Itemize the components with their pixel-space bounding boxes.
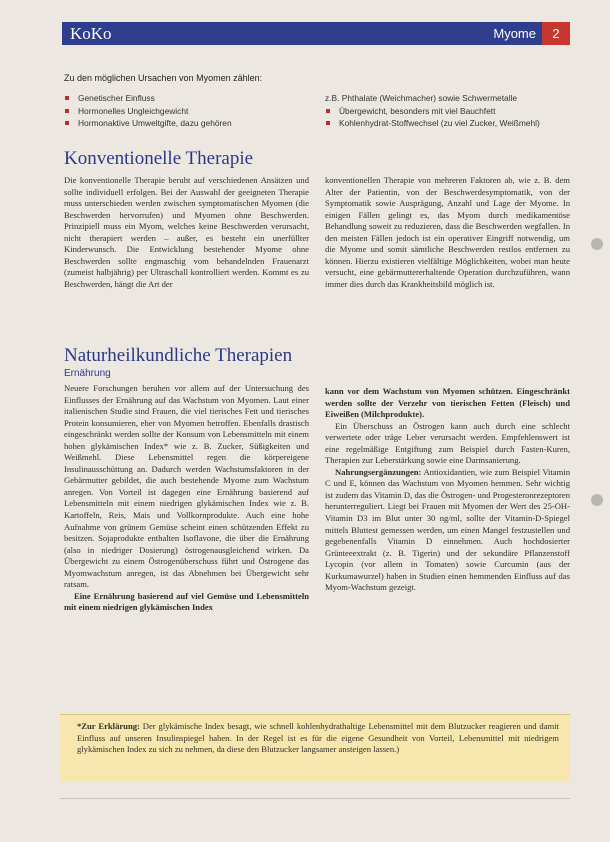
causes-list-right: [325, 92, 540, 130]
list-item: Hormonaktive Umweltgifte, dazu gehören: [64, 117, 232, 130]
bottom-rule: [60, 798, 570, 799]
bold-text: kann vor dem Wachstum von Myomen schützen. Eingeschränkt werden sollte der Verzehr von tierischen Fetten (Fleisch) und Eiweißen (Milchprodukte).: [325, 386, 570, 420]
footnote-label: *Zur Erklärung:: [77, 721, 140, 731]
paragraph: Ein Überschuss an Östrogen kann auch durch eine schlecht verwertete oder träge Leber verursacht werden. Empfehlenswert ist eine regelmäßige Entgiftung zum Beispiel durch Fasten-Kuren, Therapien zur Leberstärkung sowie eine Darmsanierung.: [325, 420, 570, 466]
subheading-ernaehrung: Ernährung: [64, 368, 111, 379]
list-item-continuation: z.B. Phthalate (Weichmacher) sowie Schwermetalle: [325, 93, 518, 103]
causes-list-left: [64, 92, 232, 130]
page-number: 2: [542, 22, 570, 45]
paragraph: konventionellen Therapie von mehreren Faktoren ab, wie z. B. dem Alter der Patientin, von der Beschwerdesymptomatik, von der Symptomatik sowie Ausprägung, Anzahl und Lage der Myome. In einigen Fällen gelingt es, das Myom durch medikamentöse Behandlung soweit zu reduzieren, dass die Beschwerden wegfallen. In den meisten Fällen jedoch ist ein operativer Eingriff notwendig, um die Myome und somit sämtliche Beschwerden restlos entfernen zu können. Hierzu existieren vielfältige Möglichkeiten, wobei man heute versucht, eine gebärmuttererhaltende Operation durchzuführen, wann immer dies durch das Krankheitsbild möglich ist.: [325, 175, 570, 289]
bullet-square-icon: [65, 109, 69, 113]
heading-konventionelle-therapie: Konventionelle Therapie: [64, 148, 254, 169]
bold-text: Eine Ernährung basierend auf viel Gemüse und Lebensmitteln mit einem niedrigen glykämischen Index: [64, 590, 309, 613]
list-item: Hormonelles Ungleichgewicht: [64, 105, 232, 118]
brand-logo: KoKo: [70, 24, 112, 43]
heading-naturheilkundliche-therapien: Naturheilkundliche Therapien: [64, 345, 293, 366]
paragraph: Nahrungsergänzungen: Antioxidantien, wie zum Beispiel Vitamin C und E, können das Wachstum von Myomen hemmen. Sehr wichtig ist zudem das Vitamin D, das die Östrogen- und Progesteronrezeptoren herunterreguliert. Liegt bei Frauen mit Myomen der Wert des 25-OH-Vitamin D3 im Blut unter 30 ng/ml, sollte der Vitamin-D-Spiegel mittels Bluttest gemessen werden, um einen Mangel festzustellen und gegebenenfalls Vitamin D einnehmen. Auch hochdosierter Grünteeextrakt (z. B. Tigerin) und der sekundäre Pflanzenstoff Lycopin (vor allem in Tomaten) sowie Curcumin (aus der Kurkumawurzel) haben in Studien einen hemmenden Einfluss auf das Myom-Wachstum gezeigt.: [325, 466, 570, 593]
natur-column-left: [64, 383, 309, 614]
footnote-box: [60, 714, 570, 781]
header-bar: [62, 22, 570, 45]
natur-column-right: [325, 386, 570, 594]
bullet-square-icon: [65, 96, 69, 100]
section-title: Myome: [493, 26, 536, 41]
bullet-square-icon: [326, 109, 330, 113]
list-item: Übergewicht, besonders mit viel Bauchfett: [325, 105, 540, 118]
list-item: Genetischer Einfluss: [64, 92, 232, 105]
bullet-square-icon: [326, 121, 330, 125]
konventionell-column-left: [64, 175, 309, 290]
paragraph: Die konventionelle Therapie beruht auf verschiedenen Ansätzen und sollte individuell erfolgen. Bei der Auswahl der geeigneten Therapie muss unterschieden werden zwischen symptomatischen Myomen (die Beschwerden hervorrufen) und Myomen ohne Beschwerden. Prinzipiell muss ein Myom, welches keine Beschwerden verursacht, nicht therapiert werden – außer, es besteht ein unerfüllter Kinderwunsch. Die Entwicklung bestehender Myome ohne Beschwerden sollte engmaschig vom behandelnden Frauenarzt (zumeist halbjährig) per Ultraschall kontrolliert werden. Kommt es zu Beschwerden, hängt die Art der: [64, 175, 309, 289]
bold-label: Nahrungsergänzungen:: [335, 466, 422, 477]
list-item: Kohlenhydrat-Stoffwechsel (zu viel Zucker, Weißmehl): [325, 117, 540, 130]
causes-intro: Zu den möglichen Ursachen von Myomen zählen:: [64, 73, 263, 83]
punch-hole-icon: [591, 494, 603, 506]
paragraph-bold: [64, 591, 309, 614]
bullet-square-icon: [65, 121, 69, 125]
paragraph-bold: [325, 386, 570, 421]
paragraph: Neuere Forschungen beruhen vor allem auf der Untersuchung des Einflusses der Ernährung auf das Wachstum von Myomen. Laut einer italienischen Studie sind Frauen, die viel tierisches Fett und tierisches Protein konsumieren, eher von Myomen betroffen. Ebenfalls drastisch eingeschränkt werden sollte der Konsum von Lebensmitteln mit einem hohen glykämischen Index* wie z. B. Zucker, Süßigkeiten und Weißmehl. Diese Lebensmittel regen die körpereigene Insulinausschüttung an. Dadurch werden Wachstumsfaktoren in der Gebärmutter gebildet, die auch bestehende Myome zum Wachstum anregen. Von Vorteil ist dagegen eine Ernährung basierend auf Lebensmitteln mit einem niedrigen glykämischen Index wie z. B. Kartoffeln, Reis, Mais und Vollkornprodukte. Auch eine hohe Aufnahme von grünem Gemüse scheint einen schützenden Effekt zu besitzen. Sojaprodukte enthalten Isoflavone, die über die Ernährung (also in niedriger Dosierung) östrogenausgleichend wirken. Da Übergewicht zu einem Östrogenüberschuss führt und Östrogene das Myomwachstum anregen, ist das Abnehmen bei Übergewicht sehr ratsam.: [64, 383, 309, 590]
footnote-text: *Zur Erklärung: Der glykämische Index besagt, wie schnell kohlenhydrathaltige Lebensmittel mit dem Blutzucker reagieren und damit Einfluss auf unseren Insulinspiegel haben. In der Regel ist es für die eigene Gesundheit von Vorteil, Lebensmittel mit niedrigem glykämischen Index zu sich zu nehmen, da diese den Blutzucker langsamer ansteigen lassen.): [77, 721, 559, 755]
punch-hole-icon: [591, 238, 603, 250]
konventionell-column-right: [325, 175, 570, 290]
